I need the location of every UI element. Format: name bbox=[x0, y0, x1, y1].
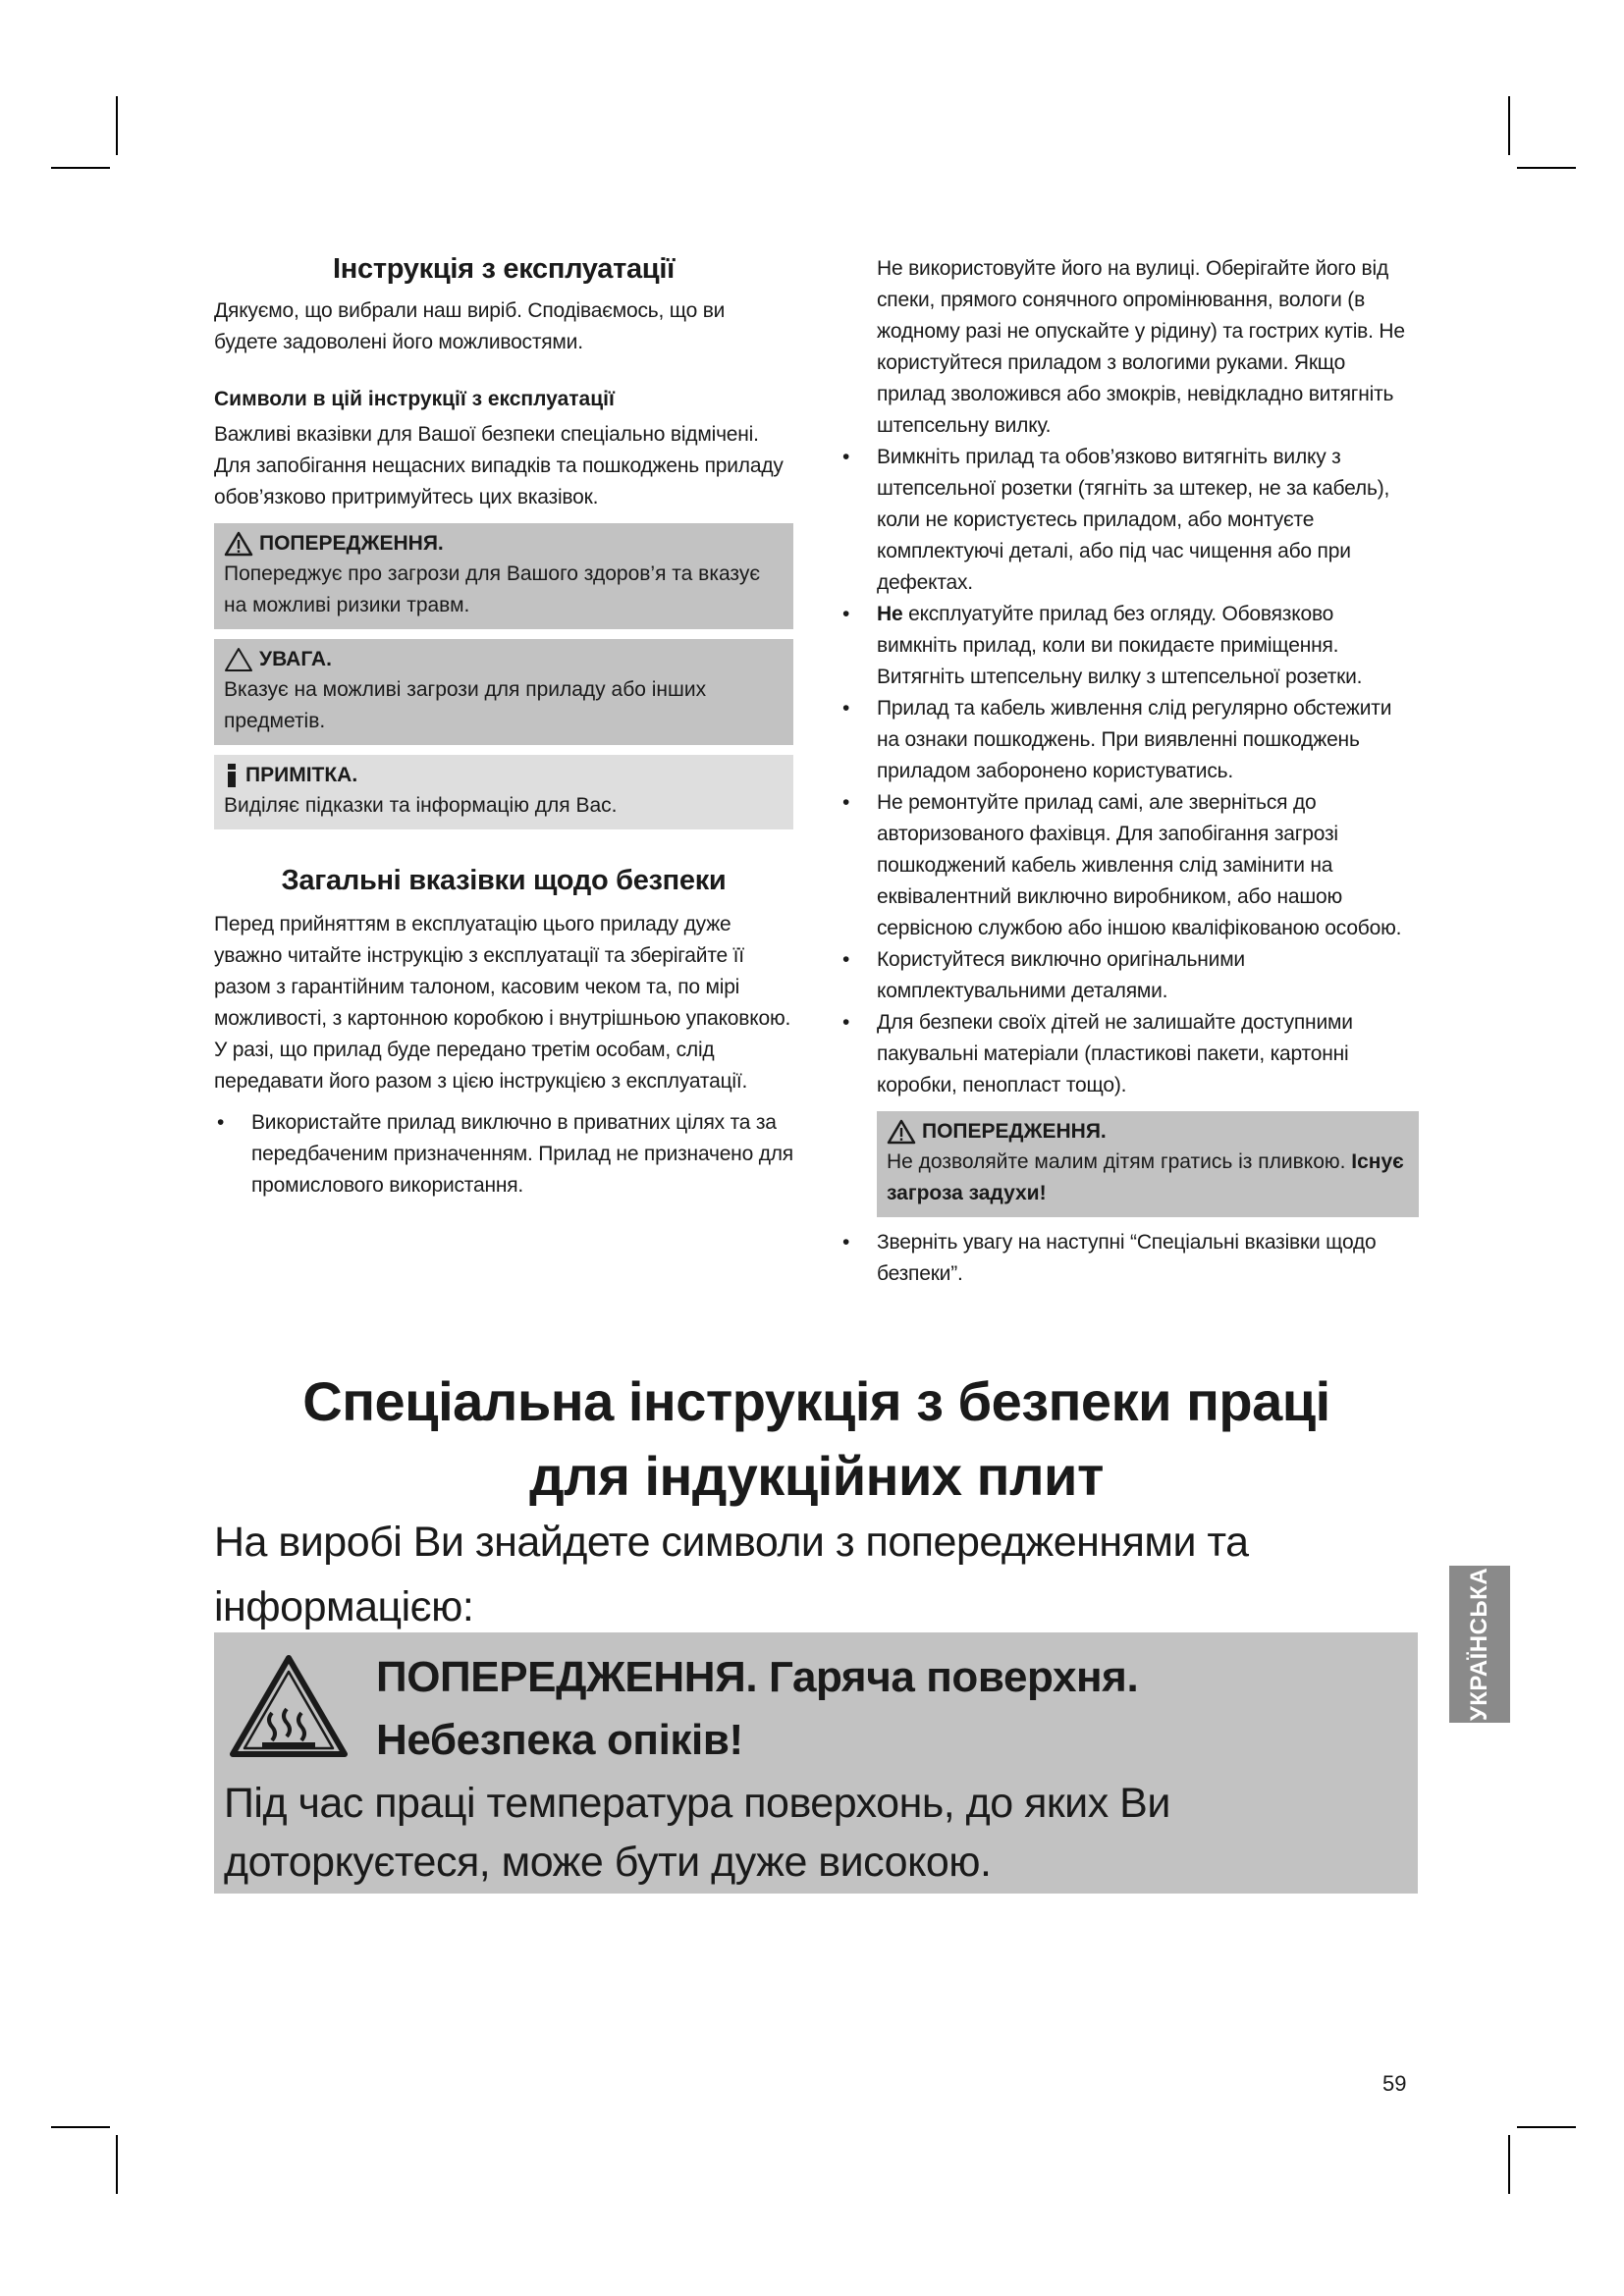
language-tab-label: УКРАЇНСЬКА bbox=[1466, 1567, 1492, 1722]
list-item: • Прилад та кабель живлення слід регулярно обстежити на ознаки пошкоджень. При виявленні пошкоджень приладом заборонено користуватись. bbox=[839, 693, 1419, 787]
special-title-line1: Спеціальна інструкція з безпеки праці bbox=[302, 1370, 1330, 1432]
right-bullet-list bbox=[839, 442, 1419, 1101]
hot-surface-title bbox=[376, 1646, 1138, 1772]
general-safety-heading: Загальні вказівки щодо безпеки bbox=[281, 865, 727, 896]
warning-box-text: Попереджує про загрози для Вашого здоров’я та вказує на можливі ризики травм. bbox=[224, 562, 761, 616]
page-number: 59 bbox=[1382, 2071, 1407, 2096]
crop-mark bbox=[1508, 2135, 1510, 2194]
hot-surface-title-line2: Небезпека опіків! bbox=[376, 1716, 743, 1764]
list-item: • Не ремонтуйте прилад самі, але зверніться до авторизованого фахівця. Для запобігання загрозі пошкоджений кабель живлення слід замінити на еквівалентний виключно виробником, або нашою сервісною службою або іншою кваліфікованою особою. bbox=[839, 787, 1419, 944]
right-column bbox=[839, 253, 1419, 1290]
child-warning-text-regular: Не дозволяйте малим дітям гратись із пливкою. bbox=[887, 1150, 1352, 1173]
symbols-heading: Символи в цій інструкції з експлуатації bbox=[214, 388, 615, 410]
hot-surface-warning-box bbox=[214, 1632, 1418, 1894]
child-warning-box bbox=[877, 1111, 1419, 1217]
bold-word: Не bbox=[877, 603, 903, 625]
child-warning-text-bold: Існує загроза задухи! bbox=[887, 1150, 1404, 1204]
hot-surface-text: Під час праці температура поверхонь, до яких Ви доторкуєтеся, може бути дуже високою. bbox=[224, 1780, 1170, 1886]
special-title-line2: для індукційних плит bbox=[529, 1445, 1104, 1507]
list-item: • Використайте прилад виключно в приватних цілях та за передбаченим призначенням. Прилад не призначено для промислового використання. bbox=[214, 1107, 793, 1201]
crop-mark bbox=[1508, 96, 1510, 155]
crop-mark bbox=[1517, 2126, 1576, 2128]
right-bullet-list-end bbox=[839, 1227, 1419, 1290]
caution-box-title: УВАГА. bbox=[259, 648, 332, 670]
intro-text: Дякуємо, що вибрали наш виріб. Сподіваємось, що ви будете задоволені його можливостями. bbox=[214, 299, 726, 353]
note-box bbox=[214, 755, 793, 829]
crop-mark bbox=[51, 167, 110, 169]
symbols-text: Важливі вказівки для Вашої безпеки спеціально відмічені. Для запобігання нещасних випадків та пошкоджень приладу обов’язково притримуйтесь цих вказівок. bbox=[214, 423, 784, 508]
note-box-text: Виділяє підказки та інформацію для Вас. bbox=[224, 794, 618, 817]
manual-heading: Інструкція з експлуатації bbox=[333, 253, 675, 285]
special-safety-title bbox=[214, 1364, 1419, 1514]
warning-triangle-icon bbox=[887, 1119, 916, 1145]
child-warning-title: ПОПЕРЕДЖЕННЯ. bbox=[922, 1120, 1107, 1143]
left-column bbox=[214, 253, 793, 1201]
list-item: • Вимкніть прилад та обов’язково витягніть вилку з штепсельної розетки (тягніть за штекер, не за кабель), коли не користуєтесь приладом, або монтуєте комплектуючі деталі, або під час чищення або при дефектах. bbox=[839, 442, 1419, 599]
hot-surface-title-line1: ПОПЕРЕДЖЕННЯ. Гаряча поверхня. bbox=[376, 1653, 1139, 1701]
language-tab bbox=[1449, 1566, 1510, 1723]
general-safety-text: Перед прийняттям в експлуатацію цього приладу дуже уважно читайте інструкцію з експлуатації та зберігайте її разом з гарантійним талоном, касовим чеком та, по мірі можливості, з картонною коробкою і внутрішньою упаковкою. У разі, що прилад буде передано третім особам, слід передавати його разом з цією інструкцією з експлуатації. bbox=[214, 913, 791, 1093]
hot-surface-icon bbox=[227, 1652, 351, 1760]
list-item bbox=[839, 599, 1419, 693]
caution-box-text: Вказує на можливі загрози для приладу або інших предметів. bbox=[224, 678, 707, 732]
special-intro-text: На виробі Ви знайдете символи з попередженнями та інформацією: bbox=[214, 1519, 1249, 1630]
crop-mark bbox=[51, 2126, 110, 2128]
warning-box bbox=[214, 523, 793, 629]
warning-triangle-icon bbox=[224, 531, 253, 557]
list-item: • Для безпеки своїх дітей не залишайте доступними пакувальні матеріали (пластикові пакети, картонні коробки, пенопласт тощо). bbox=[839, 1007, 1419, 1101]
warning-box-title: ПОПЕРЕДЖЕННЯ. bbox=[259, 532, 444, 555]
child-warning-text bbox=[887, 1147, 1409, 1209]
list-item: • Користуйтеся виключно оригінальними комплектувальними деталями. bbox=[839, 944, 1419, 1007]
info-icon bbox=[224, 763, 240, 788]
caution-triangle-icon bbox=[224, 647, 253, 672]
left-bullet-list bbox=[214, 1107, 793, 1201]
caution-box bbox=[214, 639, 793, 745]
list-item: • Зверніть увагу на наступні “Спеціальні вказівки щодо безпеки”. bbox=[839, 1227, 1419, 1290]
list-item-text: експлуатуйте прилад без огляду. Обовязково вимкніть прилад, коли ви покидаєте приміщення. Витягніть штепсельну вилку з штепсельної розетки. bbox=[877, 603, 1363, 688]
crop-mark bbox=[1517, 167, 1576, 169]
crop-mark bbox=[116, 96, 118, 155]
continuation-text: Не використовуйте його на вулиці. Оберігайте його від спеки, прямого сонячного опромінювання, вологи (в жодному разі не опускайте у рідину) та гострих кутів. Не користуйтеся приладом з вологими руками. Якщо прилад зволожився або змокрів, невідкладно витягніть штепсельну вилку. bbox=[877, 257, 1405, 437]
note-box-title: ПРИМІТКА. bbox=[245, 764, 358, 786]
crop-mark bbox=[116, 2135, 118, 2194]
